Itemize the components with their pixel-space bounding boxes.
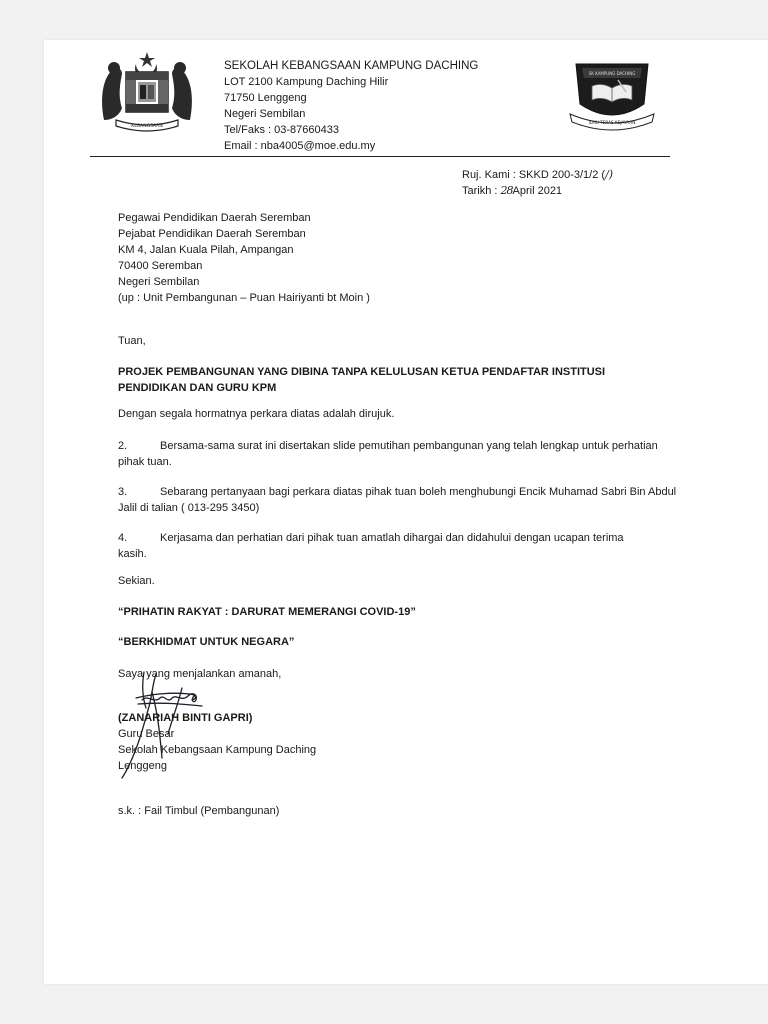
copy-to: s.k. : Fail Timbul (Pembangunan): [118, 805, 280, 817]
closing-phrase: Saya yang menjalankan amanah,: [118, 668, 282, 680]
address-line-1: LOT 2100 Kampung Daching Hilir: [224, 76, 389, 88]
recipient-line-5: Negeri Sembilan: [118, 276, 200, 288]
recipient-line-2: Pejabat Pendidikan Daerah Seremban: [118, 228, 306, 240]
signatory-name: (ZANARIAH BINTI GAPRI): [118, 712, 253, 724]
paragraph-2-text: Bersama-sama surat ini disertakan slide pemutihan pembangunan yang telah lengkap untuk perhatian pihak tuan.: [118, 440, 658, 468]
email: Email : nba4005@moe.edu.my: [224, 140, 376, 152]
address-line-2: 71750 Lenggeng: [224, 92, 307, 104]
salutation: Tuan,: [118, 335, 146, 347]
recipient-line-1: Pegawai Pendidikan Daerah Seremban: [118, 212, 311, 224]
reference-handwritten: /): [605, 168, 614, 181]
signatory-title: Guru Besar: [118, 728, 175, 740]
coat-of-arms-logo: [96, 50, 198, 136]
subject-line: PROJEK PEMBANGUNAN YANG DIBINA TANPA KELULUSAN KETUA PENDAFTAR INSTITUSI PENDIDIKAN DAN GURU KPM: [118, 366, 606, 394]
paragraph-4: [118, 530, 648, 562]
paragraph-2: [118, 438, 658, 470]
paragraph-3: [118, 484, 678, 516]
slogan-covid: “PRIHATIN RAKYAT : DARURAT MEMERANGI COVID-19”: [118, 606, 416, 618]
coat-of-arms-scroll-text: KEBANGSAAN: [131, 124, 163, 129]
letterhead-divider: [90, 156, 670, 157]
telfax: Tel/Faks : 03-87660433: [224, 124, 339, 136]
recipient-line-4: 70400 Seremban: [118, 260, 203, 272]
recipient-line-3: KM 4, Jalan Kuala Pilah, Ampangan: [118, 244, 294, 256]
signatory-block: [118, 710, 316, 774]
sekian: Sekian.: [118, 575, 155, 587]
badge-motto: ILMU TERAS KEJAYAAN: [588, 120, 636, 125]
slogan-berkhidmat: “BERKHIDMAT UNTUK NEGARA”: [118, 636, 295, 648]
signatory-place: Lenggeng: [118, 760, 167, 772]
signatory-school: Sekolah Kebangsaan Kampung Daching: [118, 744, 317, 756]
reference-number: Ruj. Kami : SKKD 200-3/1/2 (/): [462, 168, 614, 181]
school-badge-logo: [566, 58, 658, 134]
badge-top-text: SK KAMPUNG DACHING: [588, 71, 636, 76]
letter-date: Tarikh : 28April 2021: [462, 184, 563, 197]
paragraph-4-text: Kerjasama dan perhatian dari pihak tuan amatlah dihargai dan didahului dengan ucapan terima kasih.: [118, 532, 624, 560]
date-handwritten: 28: [500, 184, 513, 197]
recipient-address: [118, 210, 370, 306]
paragraph-4-number: 4.: [118, 532, 128, 544]
letterhead: [224, 58, 478, 154]
paragraph-3-number: 3.: [118, 486, 128, 498]
school-name: SEKOLAH KEBANGSAAN KAMPUNG DACHING: [224, 60, 479, 72]
recipient-line-6: (up : Unit Pembangunan – Puan Hairiyanti bt Moin ): [118, 292, 370, 304]
paragraph-3-text: Sebarang pertanyaan bagi perkara diatas pihak tuan boleh menghubungi Encik Muhamad Sabri Bin Abdul Jalil di talian ( 013-295 3450): [118, 486, 677, 514]
address-line-3: Negeri Sembilan: [224, 108, 306, 120]
paragraph-2-number: 2.: [118, 440, 128, 452]
paragraph-1: Dengan segala hormatnya perkara diatas adalah dirujuk.: [118, 408, 395, 420]
reference-block: [462, 167, 613, 199]
